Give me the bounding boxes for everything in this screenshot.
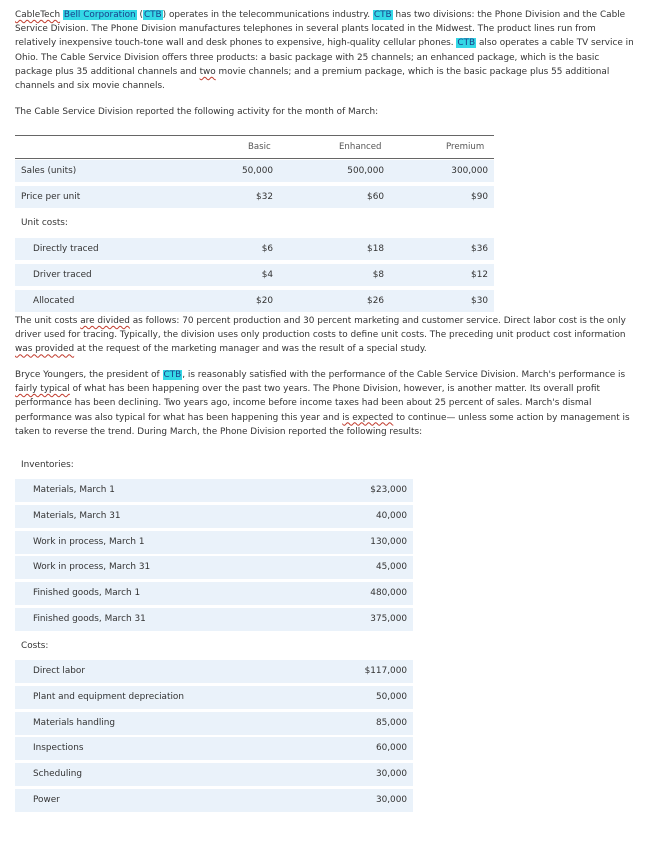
row-label: Finished goods, March 31 xyxy=(33,614,146,624)
row-value: 480,000 xyxy=(370,588,407,598)
row-label: Power xyxy=(33,795,60,805)
table-row xyxy=(15,212,494,234)
row-value: 30,000 xyxy=(375,769,407,779)
row-value: $117,000 xyxy=(364,666,407,676)
row-label: Allocated xyxy=(33,296,75,306)
cell-premium: $90 xyxy=(471,192,488,202)
table-row xyxy=(15,160,494,182)
cable-activity-table xyxy=(15,135,494,159)
table-row xyxy=(15,763,413,786)
row-value: 45,000 xyxy=(375,562,407,572)
row-label: Plant and equipment depreciation xyxy=(33,692,184,702)
cell-basic: $32 xyxy=(256,192,273,202)
row-label: Work in process, March 1 xyxy=(33,537,145,547)
section-heading xyxy=(15,635,413,658)
company-name-part2: Bell Corporation xyxy=(63,10,136,20)
inventories-heading: Inventories: xyxy=(21,460,74,470)
row-label: Finished goods, March 1 xyxy=(33,588,141,598)
cell-basic: $4 xyxy=(261,270,273,280)
cell-basic: 50,000 xyxy=(241,166,273,176)
table-row xyxy=(15,531,413,554)
row-label: Scheduling xyxy=(33,769,83,779)
company-abbr: CTB xyxy=(457,38,476,49)
company-abbr: CTB xyxy=(163,370,182,380)
grammar-flag: fairly typical xyxy=(15,384,70,395)
cell-enhanced: $26 xyxy=(367,296,384,306)
cell-enhanced: 500,000 xyxy=(347,166,384,176)
cell-premium: $30 xyxy=(471,296,488,306)
row-value: 375,000 xyxy=(370,614,407,624)
row-label: Work in process, March 31 xyxy=(33,562,151,572)
company-abbr: CTB xyxy=(143,10,162,20)
row-label: Directly traced xyxy=(33,244,99,254)
column-header: Enhanced xyxy=(339,142,382,152)
cell-enhanced: $60 xyxy=(367,192,384,202)
table-row xyxy=(15,608,413,631)
table-row xyxy=(15,186,494,208)
costs-heading: Costs: xyxy=(21,641,49,651)
row-label: Driver traced xyxy=(33,270,92,280)
table-row xyxy=(15,264,494,286)
table-row xyxy=(15,789,413,812)
row-value: 50,000 xyxy=(375,692,407,702)
column-header: Premium xyxy=(446,142,485,152)
cell-basic: $6 xyxy=(261,244,273,254)
grammar-flag: is expected xyxy=(342,412,394,423)
table-row xyxy=(15,238,494,260)
activity-intro: The Cable Service Division reported the following activity for the month of March: xyxy=(15,107,379,117)
cell-enhanced: $18 xyxy=(367,244,384,254)
table-row xyxy=(15,505,413,528)
row-value: 85,000 xyxy=(375,718,407,728)
company-abbr: CTB xyxy=(373,10,392,20)
row-label: Materials, March 31 xyxy=(33,511,121,521)
row-label: Materials, March 1 xyxy=(33,485,115,495)
table-row xyxy=(15,290,494,312)
cell-premium: $36 xyxy=(471,244,488,254)
spelling-flag: two xyxy=(199,66,216,77)
row-value: $23,000 xyxy=(370,485,407,495)
table-header xyxy=(15,135,494,159)
grammar-flag: was provided xyxy=(15,344,75,355)
section-heading xyxy=(15,454,413,477)
table-row xyxy=(15,556,413,579)
grammar-flag: are divided xyxy=(80,316,130,326)
cell-premium: 300,000 xyxy=(451,166,488,176)
intro-paragraph: CableTech Bell Corporation (CTB) operates in the telecommunications industry. CTB has two divisions: the Phone Division and the Cable Service Division. The Phone Division manufactures telephones in several plants located in the Midwest. The product lines run from relatively inexpensive touch-tone wall and desk phones to expensive, high-quality cellular phones. CTB also operates a cable TV service in Ohio. The Cable Service Division offers three products: a basic package with 25 channels; an enhanced package, which is the basic package plus 35 additional channels and two movie channels; and a premium package, which is the basic package plus 55 additional channels and six movie channels. xyxy=(15,10,634,92)
table-row xyxy=(15,737,413,760)
cell-enhanced: $8 xyxy=(372,270,384,280)
row-value: 130,000 xyxy=(370,537,407,547)
cell-premium: $12 xyxy=(471,270,488,280)
cell-basic: $20 xyxy=(256,296,273,306)
table-row xyxy=(15,712,413,735)
row-value: 40,000 xyxy=(375,511,407,521)
row-label: Direct labor xyxy=(33,666,86,676)
president-paragraph: Bryce Youngers, the president of CTB, is reasonably satisfied with the performance of the Cable Service Division. March's performance is fairly typical of what has been happening over the past two years. The Phone Division, however, is another matter. Its overall profit performance has been declining. Two years ago, income before income taxes had been about 25 percent of sales. March's dismal performance was also typical for what has been happening this year and is expected to continue— unless some action by management is taken to reverse the trend. During March, the Phone Division reported the following results: xyxy=(15,370,630,437)
row-value: 30,000 xyxy=(375,795,407,805)
table-row xyxy=(15,582,413,605)
row-label: Inspections xyxy=(33,743,84,753)
row-label: Materials handling xyxy=(33,718,116,728)
table-row xyxy=(15,479,413,502)
row-label: Price per unit xyxy=(21,192,81,202)
row-label: Unit costs: xyxy=(21,218,68,228)
row-label: Sales (units) xyxy=(21,166,77,176)
table-row xyxy=(15,686,413,709)
company-name-part1: CableTech xyxy=(15,10,61,20)
table-row xyxy=(15,660,413,683)
unit-cost-paragraph: The unit costs are divided as follows: 70 percent production and 30 percent marketing and customer service. Direct labor cost is the only driver used for tracing. Typically, the division uses only production costs to define unit costs. The preceding unit product cost information was provided at the request of the marketing manager and was the result of a special study. xyxy=(15,316,626,355)
column-header: Basic xyxy=(248,142,271,152)
row-value: 60,000 xyxy=(375,743,407,753)
